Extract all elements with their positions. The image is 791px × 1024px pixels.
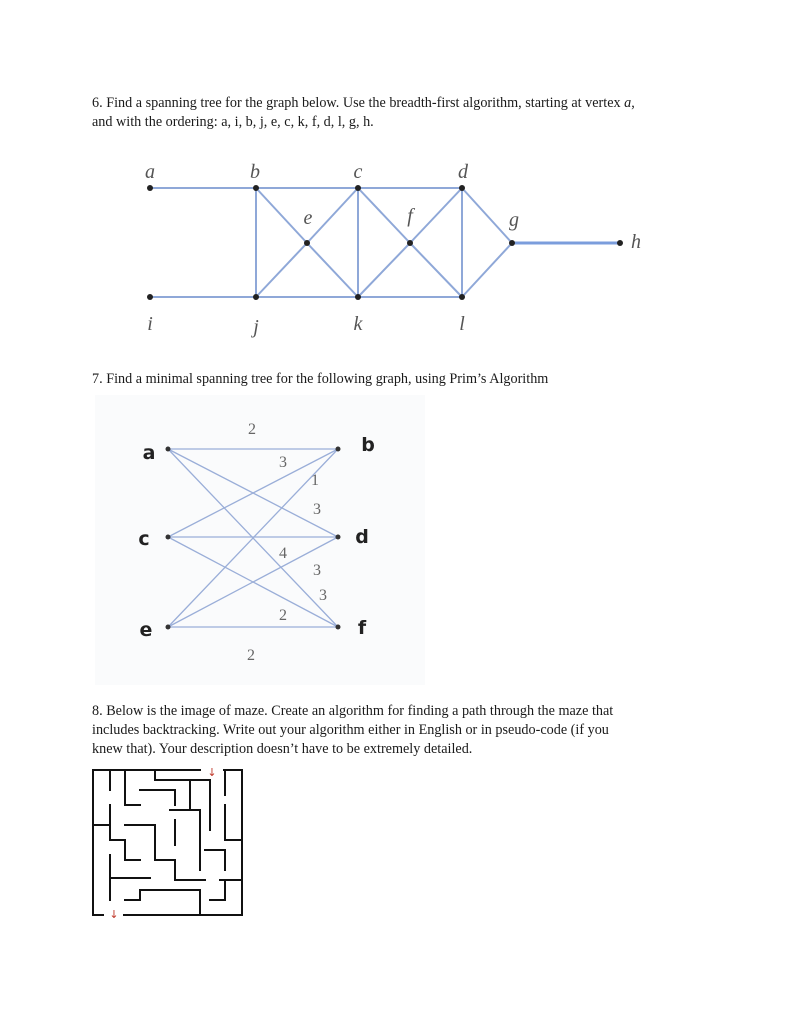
graph-7-label-e: e xyxy=(139,619,153,641)
graph-6-label-a: a xyxy=(145,161,155,183)
graph-7-label-a: a xyxy=(142,442,156,464)
graph-6-label-k: k xyxy=(353,313,363,335)
question-6-line-2: and with the ordering: a, i, b, j, e, c, k, f, d, l, g, h. xyxy=(92,114,374,130)
graph-6-label-d: d xyxy=(458,161,468,183)
graph-7-weight-e-f: 2 xyxy=(247,647,255,664)
graph-6-label-g: g xyxy=(509,209,519,231)
graph-7-weight-c-b: 1 xyxy=(311,472,319,489)
maze-entry-arrow: ↓ xyxy=(207,766,217,779)
graph-7-weight-a-f: 3 xyxy=(313,501,321,518)
question-6-line-1: 6. Find a spanning tree for the graph below. Use the breadth-first algorithm, starting at vertex a, xyxy=(92,95,635,111)
graph-7-weight-c-f: 3 xyxy=(319,587,327,604)
question-8-line-1: 8. Below is the image of maze. Create an algorithm for finding a path through the maze that xyxy=(92,703,614,719)
graph-6-label-h: h xyxy=(631,231,641,253)
question-8-line-2: includes backtracking. Write out your algorithm either in English or in pseudo-code (if you xyxy=(92,722,609,738)
graph-6-label-f: f xyxy=(407,205,413,227)
graph-6-label-b: b xyxy=(250,161,260,183)
graph-7-label-d: d xyxy=(355,526,369,548)
maze-exit-arrow: ↓ xyxy=(109,908,119,921)
graph-7-label-f: f xyxy=(357,617,367,639)
graph-7-label-b: b xyxy=(361,434,375,456)
start-vertex: a xyxy=(624,95,632,111)
graph-7-weight-a-d: 3 xyxy=(279,454,287,471)
graph-7-weight-e-b: 3 xyxy=(313,562,321,579)
graph-6-label-c: c xyxy=(353,161,363,183)
graph-7-label-c: c xyxy=(138,528,150,550)
graph-7-weight-e-d: 2 xyxy=(279,607,287,624)
graph-6-label-e: e xyxy=(303,207,313,229)
graph-6-label-l: l xyxy=(459,313,465,335)
graph-7-weight-c-d: 4 xyxy=(279,545,287,562)
question-8-line-3: knew that). Your description doesn’t have to be extremely detailed. xyxy=(92,741,473,757)
graph-6-label-j: j xyxy=(253,316,259,338)
question-7-text: 7. Find a minimal spanning tree for the following graph, using Prim’s Algorithm xyxy=(92,371,549,387)
graph-7-weight-a-b: 2 xyxy=(248,421,256,438)
maze-inner-walls xyxy=(93,770,242,915)
graph-6-label-i: i xyxy=(147,313,153,335)
